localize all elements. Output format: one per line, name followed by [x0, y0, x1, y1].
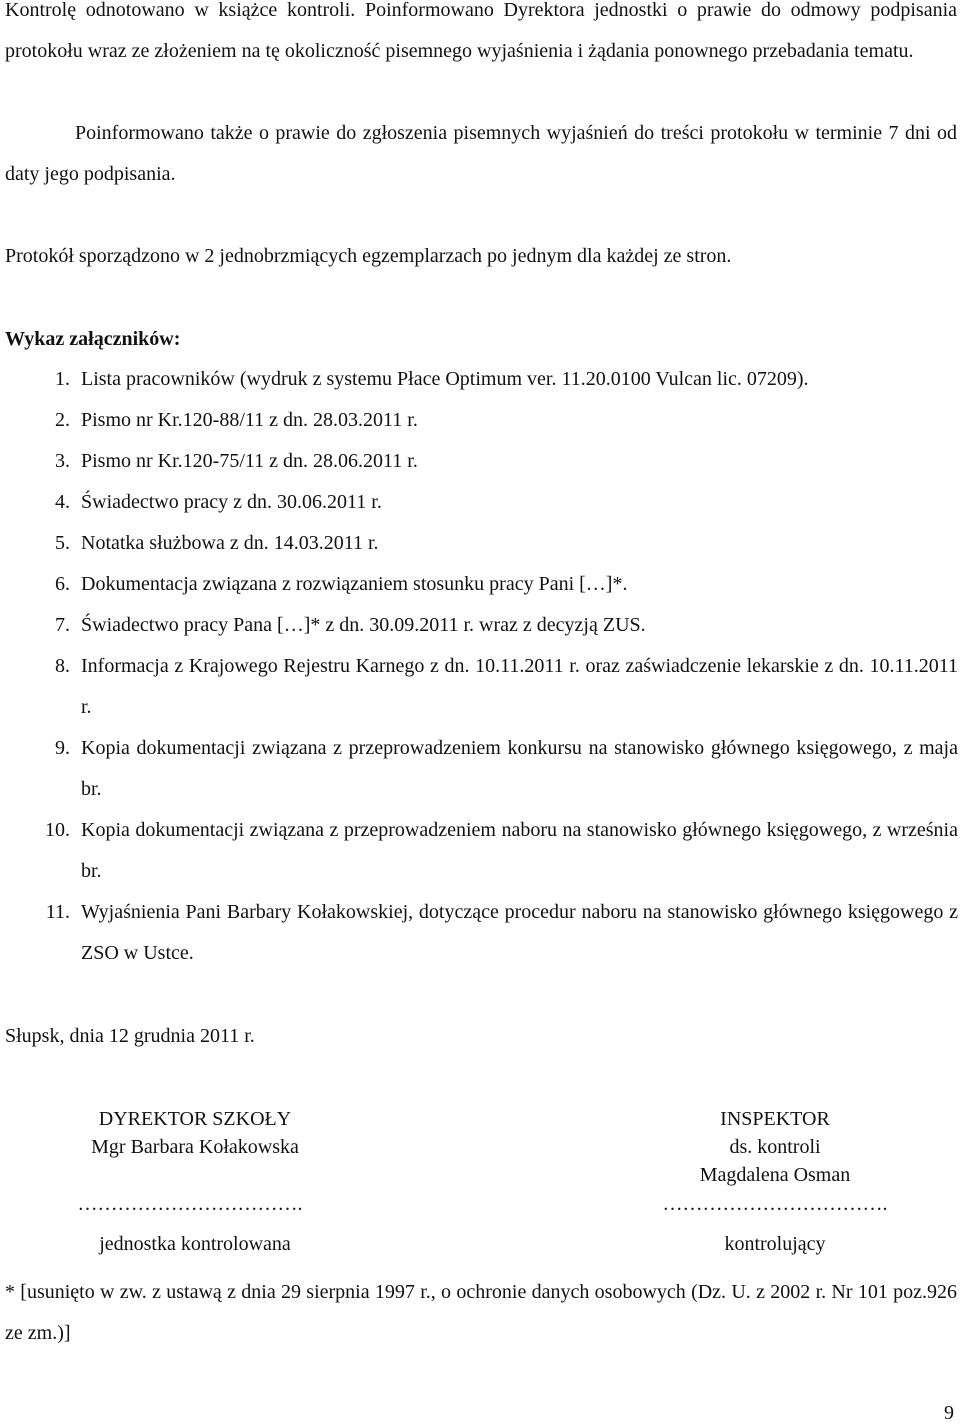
list-item-number: 9. — [55, 737, 70, 759]
list-item-text: Kopia dokumentacji związana z przeprowadzeniem naboru na stanowisko głównego księgowego, z września br. — [81, 819, 958, 882]
list-item-number: 1. — [55, 368, 70, 390]
signature-left-line: ……………………………. — [77, 1193, 303, 1215]
list-item-text: Pismo nr Kr.120-75/11 z dn. 28.06.2011 r. — [81, 450, 418, 472]
signature-right-title: INSPEKTOR — [720, 1108, 830, 1130]
paragraph-notice: Kontrolę odnotowano w książce kontroli. Poinformowano Dyrektora jednostki o prawie do odmowy podpisania protokołu wraz ze złożeniem na tę okoliczność pisemnego wyjaśnienia i żądania ponownego przebadania tematu. — [5, 0, 957, 62]
list-item-number: 8. — [55, 655, 70, 677]
list-item-number: 7. — [55, 614, 70, 636]
list-item-text: Wyjaśnienia Pani Barbary Kołakowskiej, dotyczące procedur naboru na stanowisko głównego księgowego z ZSO w Ustce. — [81, 901, 958, 964]
signature-right-name: Magdalena Osman — [699, 1164, 851, 1186]
list-item-text: Informacja z Krajowego Rejestru Karnego z dn. 10.11.2011 r. oraz zaświadczenie lekarskie z dn. 10.11.2011 r. — [81, 655, 958, 718]
attachments-heading: Wykaz załączników: — [5, 328, 181, 350]
paragraph-explanations: Poinformowano także o prawie do zgłoszenia pisemnych wyjaśnień do treści protokołu w terminie 7 dni od daty jego podpisania. — [5, 122, 957, 185]
list-item-text: Pismo nr Kr.120-88/11 z dn. 28.03.2011 r. — [81, 409, 418, 431]
page-number: 9 — [944, 1402, 954, 1424]
list-item-number: 3. — [55, 450, 70, 472]
list-item-text: Notatka służbowa z dn. 14.03.2011 r. — [81, 532, 379, 554]
signature-left-role: jednostka kontrolowana — [99, 1233, 291, 1255]
list-item-text: Dokumentacja związana z rozwiązaniem stosunku pracy Pani […]*. — [81, 573, 628, 595]
signature-right-subtitle: ds. kontroli — [729, 1136, 821, 1158]
list-item-text: Lista pracowników (wydruk z systemu Płace Optimum ver. 11.20.0100 Vulcan lic. 07209). — [81, 368, 809, 390]
list-item-text: Świadectwo pracy z dn. 30.06.2011 r. — [81, 491, 382, 513]
signature-right-role: kontrolujący — [724, 1233, 826, 1255]
signature-right-line: ……………………………. — [662, 1193, 888, 1215]
list-item-number: 2. — [55, 409, 70, 431]
list-item-text: Kopia dokumentacji związana z przeprowadzeniem konkursu na stanowisko głównego księgowego, z maja br. — [81, 737, 958, 800]
list-item-number: 6. — [55, 573, 70, 595]
footnote: * [usunięto w zw. z ustawą z dnia 29 sierpnia 1997 r., o ochronie danych osobowych (Dz. U. z 2002 r. Nr 101 poz.926 ze zm.)] — [5, 1281, 957, 1344]
list-item-text: Świadectwo pracy Pana […]* z dn. 30.09.2011 r. wraz z decyzją ZUS. — [81, 614, 646, 636]
list-item-number: 4. — [55, 491, 70, 513]
list-item-number: 5. — [55, 532, 70, 554]
paragraph-copies: Protokół sporządzono w 2 jednobrzmiących egzemplarzach po jednym dla każdej ze stron. — [5, 245, 732, 267]
place-date: Słupsk, dnia 12 grudnia 2011 r. — [5, 1025, 255, 1047]
list-item-number: 11. — [45, 901, 70, 923]
signature-left-title: DYREKTOR SZKOŁY — [98, 1108, 292, 1130]
signature-left-name: Mgr Barbara Kołakowska — [91, 1136, 299, 1158]
list-item-number: 10. — [45, 819, 70, 841]
